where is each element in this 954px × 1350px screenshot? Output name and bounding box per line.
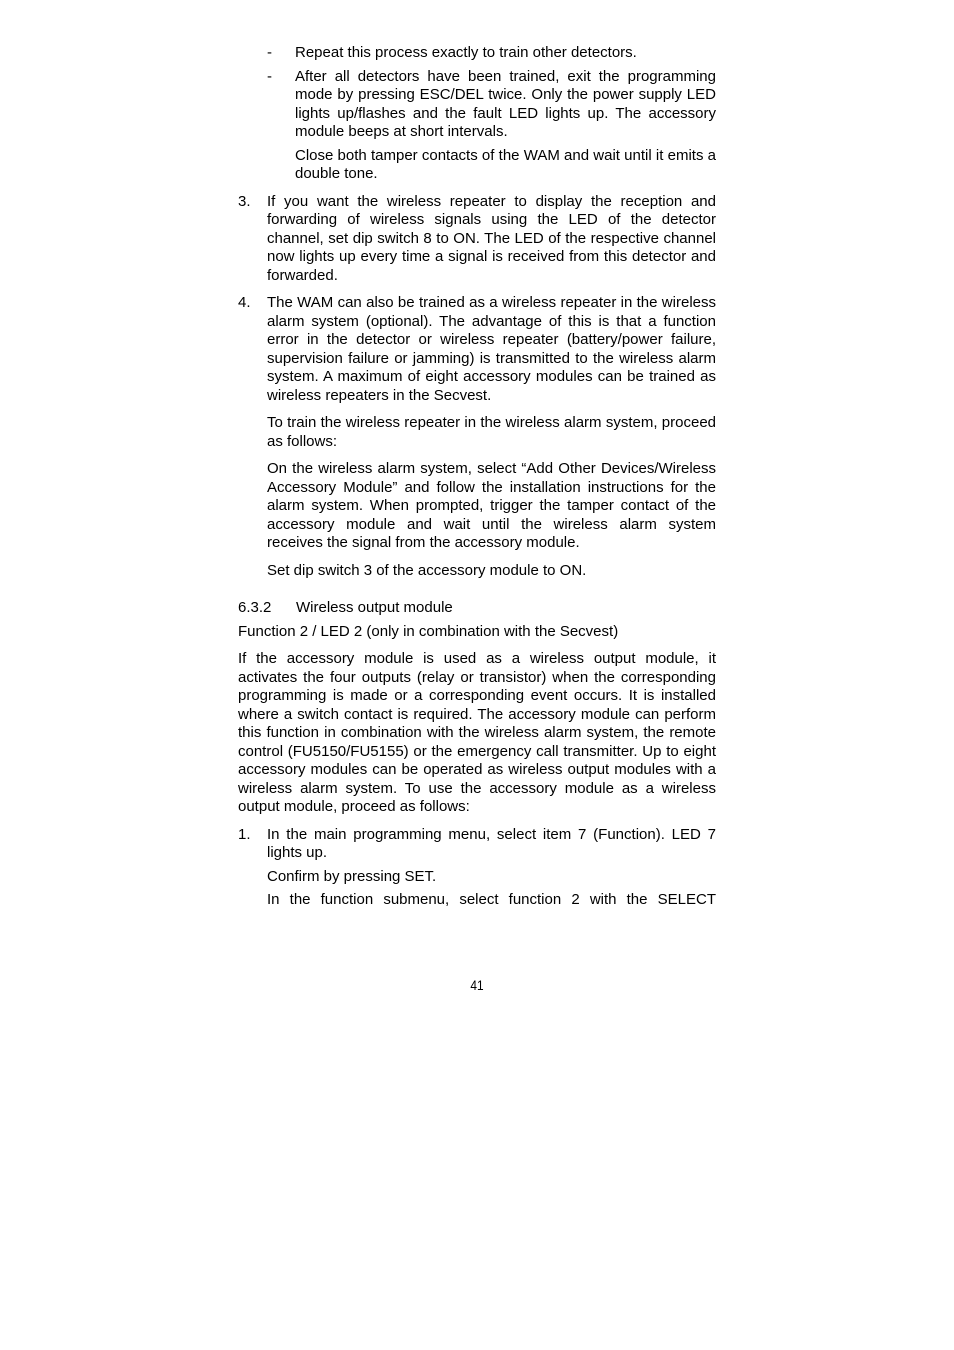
numbered-list-item <box>238 193 716 286</box>
dash-list-item <box>238 44 716 63</box>
paragraph: In the main programming menu, select item 7 (Function). LED 7 lights up. <box>267 825 716 861</box>
section-heading <box>238 599 716 618</box>
paragraph: If the accessory module is used as a wireless output module, it activates the four outputs (relay or transistor) when the corresponding programming is made or a corresponding event occurs. It is installed where a switch contact is required. The accessory module can perform this function in combination with the wireless alarm system, the remote control (FU5150/FU5155) or the emergency call transmitter. Up to eight accessory modules can be operated as wireless output modules with a wireless alarm system. To use the accessory module as a wireless output module, proceed as follows: <box>238 650 716 815</box>
list-number: 1. <box>238 825 251 843</box>
paragraph: Repeat this process exactly to train other detectors. <box>295 44 637 61</box>
list-number: 3. <box>238 192 251 210</box>
paragraph: To train the wireless repeater in the wireless alarm system, proceed as follows: <box>267 414 716 450</box>
paragraph: On the wireless alarm system, select “Add Other Devices/Wireless Accessory Module” and follow the installation instructions for the alarm system. When prompted, trigger the tamper contact of the accessory module and wait until the wireless alarm system receives the signal from the accessory module. <box>267 460 716 551</box>
paragraph: After all detectors have been trained, exit the programming mode by pressing ESC/DEL twice. Only the power supply LED lights up/flashes and the fault LED lights up. The accessory module beeps at short intervals. <box>295 67 716 140</box>
section-title: Wireless output module <box>296 599 453 616</box>
list-dash: - <box>267 44 272 61</box>
paragraph: Function 2 / LED 2 (only in combination with the Secvest) <box>238 622 619 640</box>
paragraph: Close both tamper contacts of the WAM and wait until it emits a double tone. <box>295 146 716 182</box>
document-page <box>238 44 716 910</box>
numbered-list-item <box>238 826 716 863</box>
paragraph: Confirm by pressing SET. <box>267 867 437 885</box>
list-dash: - <box>267 67 272 85</box>
page-number: 41 <box>470 977 484 993</box>
dash-list-item <box>238 68 716 142</box>
paragraph: The WAM can also be trained as a wireless repeater in the wireless alarm system (optional). The advantage of this is that a function error in the detector or wireless repeater (battery/power failure, supervision failure or jamming) is transmitted to the wireless alarm system. A maximum of eight accessory modules can be trained as wireless repeaters in the Secvest. <box>267 294 716 404</box>
section-number: 6.3.2 <box>238 599 272 616</box>
paragraph: Set dip switch 3 of the accessory module to ON. <box>267 561 587 579</box>
numbered-list-item <box>238 294 716 405</box>
paragraph: In the function submenu, select function 2 with the SELECT <box>267 891 716 908</box>
list-number: 4. <box>238 294 251 311</box>
paragraph: If you want the wireless repeater to display the reception and forwarding of wireless signals using the LED of the detector channel, set dip switch 8 to ON. The LED of the respective channel now lights up every time a signal is received from this detector and forwarded. <box>267 192 716 284</box>
